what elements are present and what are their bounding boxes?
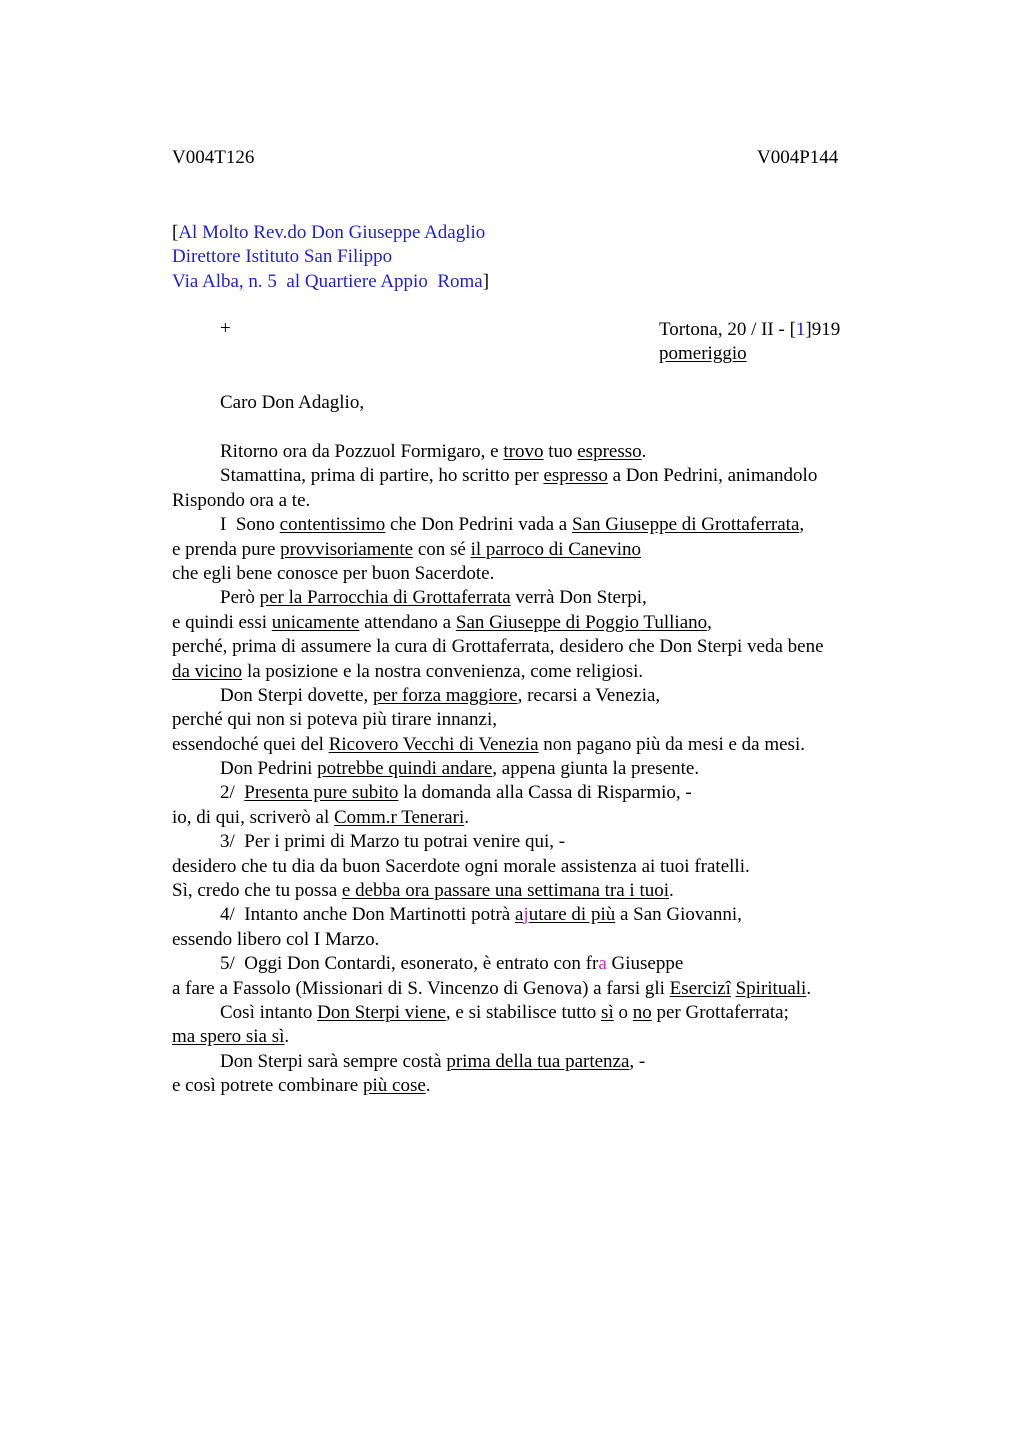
body-line: io, di qui, scriverò al Comm.r Tenerari. [172, 806, 469, 828]
body-line: perché, prima di assumere la cura di Grottaferrata, desidero che Don Sterpi veda bene [172, 636, 824, 658]
cross-symbol: + [220, 318, 231, 339]
place-date: Tortona, 20 / II - [1]919 [659, 319, 841, 340]
body-line: 5/ Oggi Don Contardi, esonerato, è entrato con fra Giuseppe [220, 953, 684, 975]
body-line: a fare a Fassolo (Missionari di S. Vincenzo di Genova) a farsi gli Esercizî Spirituali. [172, 977, 812, 999]
body-line: perché qui non si poteva più tirare innanzi, [172, 709, 498, 731]
body-line: ma spero sia sì. [172, 1026, 290, 1048]
body-line: Rispondo ora a te. [172, 489, 311, 511]
body-line: Ritorno ora da Pozzuol Formigaro, e trovo tuo espresso. [220, 441, 647, 462]
body-line: desidero che tu dia da buon Sacerdote ogni morale assistenza ai tuoi fratelli. [172, 855, 750, 877]
body-line: 2/ Presenta pure subito la domanda alla Cassa di Risparmio, - [220, 782, 692, 804]
letter-body [172, 440, 892, 1099]
body-line: Stamattina, prima di partire, ho scritto per espresso a Don Pedrini, animandolo [220, 465, 818, 487]
body-line: Così intanto Don Sterpi viene, e si stabilisce tutto sì o no per Grottaferrata; [220, 1001, 789, 1023]
body-line: Don Sterpi dovette, per forza maggiore, recarsi a Venezia, [220, 684, 661, 706]
body-line: Però per la Parrocchia di Grottaferrata verrà Don Sterpi, [220, 587, 647, 609]
body-line: e prenda pure provvisoriamente con sé il parroco di Canevino [172, 538, 642, 560]
body-line: essendoché quei del Ricovero Vecchi di Venezia non pagano più da mesi e da mesi. [172, 733, 805, 755]
salutation: Caro Don Adaglio, [220, 392, 365, 413]
body-line: essendo libero col I Marzo. [172, 928, 380, 950]
archive-code-right: V004P144 [757, 147, 839, 168]
body-line: Sì, credo che tu possa e debba ora passare una settimana tra i tuoi. [172, 880, 674, 902]
archive-code-left: V004T126 [172, 147, 255, 168]
body-line: e così potrete combinare più cose. [172, 1075, 431, 1097]
body-line: e quindi essi unicamente attendano a San Giuseppe di Poggio Tulliano, [172, 611, 712, 633]
address-line-1: [Al Molto Rev.do Don Giuseppe Adaglio [172, 222, 486, 243]
dateline [659, 318, 840, 367]
body-line: da vicino la posizione e la nostra convenienza, come religiosi. [172, 660, 644, 682]
body-line: 3/ Per i primi di Marzo tu potrai venire qui, - [220, 831, 566, 853]
address-line-2: Direttore Istituto San Filippo [172, 246, 393, 268]
body-line: che egli bene conosce per buon Sacerdote. [172, 562, 495, 584]
address-block [172, 221, 489, 294]
body-line: Don Sterpi sarà sempre costà prima della tua partenza, - [220, 1050, 646, 1072]
address-line-3: Via Alba, n. 5 al Quartiere Appio Roma] [172, 270, 490, 292]
body-line: I Sono contentissimo che Don Pedrini vada a San Giuseppe di Grottaferrata, [220, 514, 805, 536]
body-line: Don Pedrini potrebbe quindi andare, appena giunta la presente. [220, 758, 700, 780]
body-line: 4/ Intanto anche Don Martinotti potrà ajutare di più a San Giovanni, [220, 904, 742, 926]
time-of-day: pomeriggio [659, 343, 747, 365]
